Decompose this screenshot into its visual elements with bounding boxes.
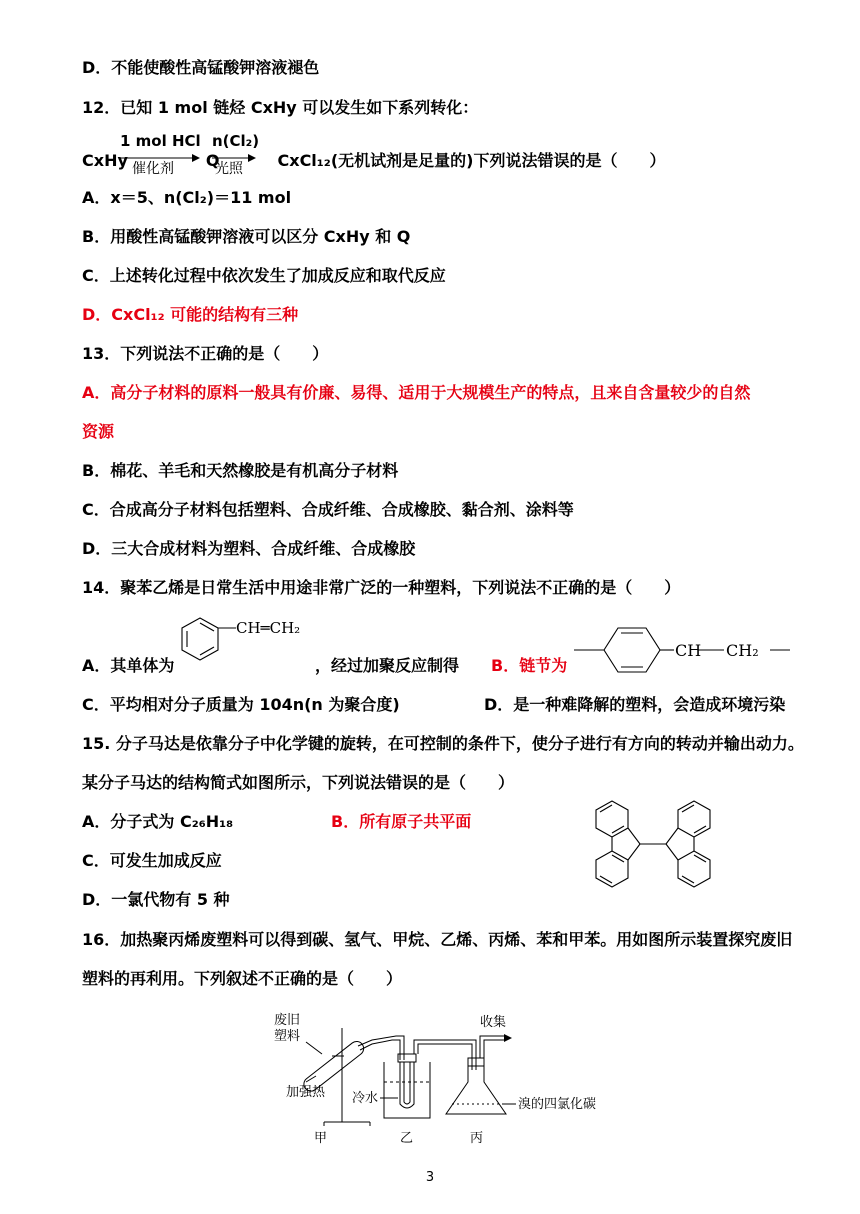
label-waste-plastic-1: 废旧 — [274, 1013, 301, 1028]
q15-stem-line2: 某分子马达的结构简式如图所示，下列说法错误的是（ ） — [82, 773, 515, 792]
label-waste-plastic-2: 塑料 — [274, 1029, 301, 1044]
q15-option-c: C．可发生加成反应 — [82, 851, 222, 870]
label-collect: 收集 — [480, 1015, 507, 1030]
label-strong-heat: 加强热 — [286, 1085, 326, 1100]
q12-arrow2-bottom: 光照 — [215, 161, 243, 177]
q12-option-d: D．CxCl₁₂ 可能的结构有三种 — [82, 305, 299, 324]
q12-arrow1-top: 1 mol HCl — [120, 132, 201, 150]
polystyrene-chain-unit-structure — [574, 622, 798, 678]
apparatus-figure — [272, 1010, 602, 1146]
q12-option-c: C．上述转化过程中依次发生了加成反应和取代反应 — [82, 266, 446, 285]
label-cold-water: 冷水 — [352, 1091, 379, 1106]
q12-tail: (无机试剂是足量的)下列说法错误的是（ ） — [330, 151, 666, 170]
q13-option-c: C．合成高分子材料包括塑料、合成纤维、合成橡胶、黏合剂、涂料等 — [82, 500, 574, 519]
q14-option-c: C．平均相对分子质量为 104n(n 为聚合度) — [82, 695, 400, 714]
q16-stem-line1: 16．加热聚丙烯废塑料可以得到碳、氢气、甲烷、乙烯、丙烯、苯和甲苯。用如图所示装置探究废旧 — [82, 930, 793, 949]
q12-reactant: CxHy — [82, 151, 128, 170]
q13-option-b: B．棉花、羊毛和天然橡胶是有机高分子材料 — [82, 461, 399, 480]
label-yi: 乙 — [400, 1131, 414, 1146]
q14-option-a-prefix: A．其单体为 — [82, 656, 175, 675]
q12-arrow2-top: n(Cl₂) — [212, 132, 260, 150]
q15-option-a: A．分子式为 C₂₆H₁₈ — [82, 812, 234, 831]
styrene-monomer-structure — [178, 614, 328, 678]
q12-stem: 12．已知 1 mol 链烃 CxHy 可以发生如下系列转化： — [82, 98, 479, 117]
q11-option-d: D．不能使酸性高锰酸钾溶液褪色 — [82, 58, 320, 77]
q14-stem: 14．聚苯乙烯是日常生活中用途非常广泛的一种塑料，下列说法不正确的是（ ） — [82, 578, 681, 597]
q12-option-b: B．用酸性高锰酸钾溶液可以区分 CxHy 和 Q — [82, 227, 411, 246]
chain-unit-ch2-label: CH₂ — [726, 641, 759, 660]
q16-stem-line2: 塑料的再利用。下列叙述不正确的是（ ） — [82, 969, 403, 988]
styrene-monomer-label: CH═CH₂ — [236, 619, 301, 637]
q15-stem-line1: 15. 分子马达是依靠分子中化学键的旋转，在可控制的条件下，使分子进行有方向的转动并输出动力。 — [82, 734, 804, 753]
q12-product: CxCl₁₂ — [277, 151, 331, 170]
q13-option-d: D．三大合成材料为塑料、合成纤维、合成橡胶 — [82, 539, 416, 558]
label-bromine-ccl4: 溴的四氯化碳 — [518, 1097, 597, 1112]
q12-option-a: A．x＝5、n(Cl₂)＝11 mol — [82, 188, 292, 207]
chain-unit-ch-label: CH — [675, 641, 702, 660]
q13-stem: 13．下列说法不正确的是（ ） — [82, 344, 329, 363]
q13-option-a-line1: A．高分子材料的原料一般具有价廉、易得、适用于大规模生产的特点，且来自含量较少的自然 — [82, 383, 751, 402]
label-jia: 甲 — [314, 1131, 328, 1146]
q14-option-d: D．是一种难降解的塑料，会造成环境污染 — [484, 695, 786, 714]
q14-option-b: B．链节为 — [491, 656, 568, 675]
q14-option-a-suffix: ，经过加聚反应制得 — [315, 656, 460, 675]
q15-option-b: B．所有原子共平面 — [331, 812, 472, 831]
molecular-motor-structure — [574, 796, 732, 908]
page-number: 3 — [425, 1170, 435, 1185]
q12-arrow1-bottom: 催化剂 — [132, 161, 174, 177]
label-bing: 丙 — [470, 1131, 484, 1146]
q13-option-a-line2: 资源 — [82, 422, 115, 441]
q12-intermediate: Q — [205, 151, 220, 170]
q15-option-d: D．一氯代物有 5 种 — [82, 890, 230, 909]
